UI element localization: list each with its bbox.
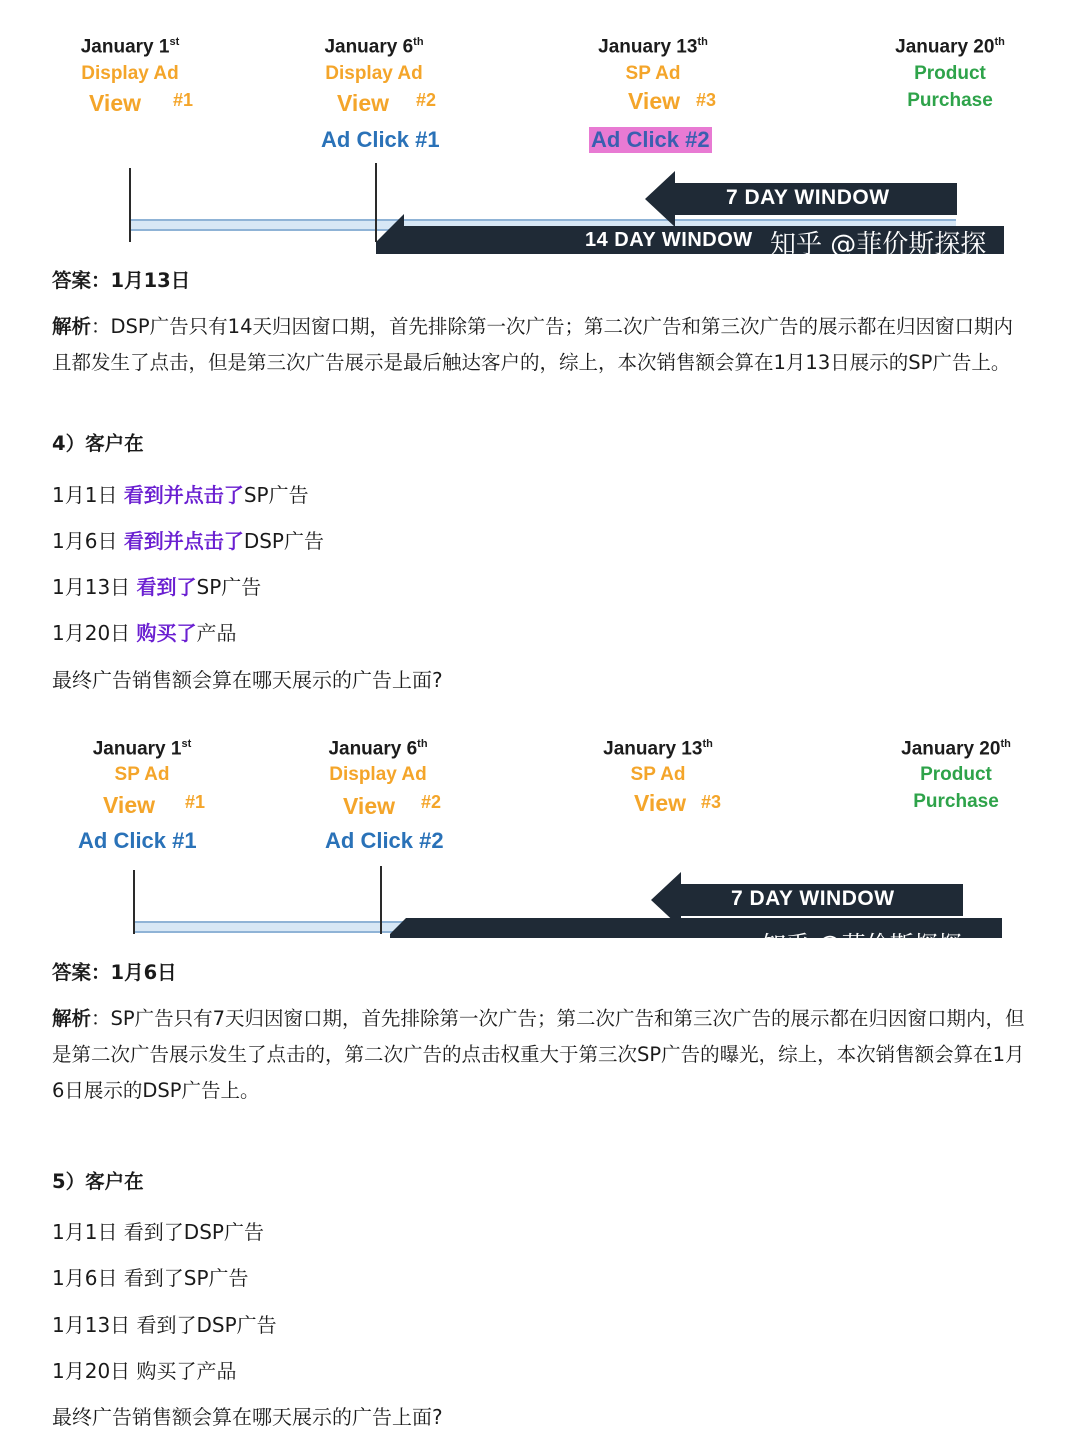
- timeline2-tick-1: [133, 870, 135, 934]
- timeline2-num-3: #3: [701, 792, 722, 812]
- timeline2-type-2: Display Ad: [329, 764, 427, 785]
- timeline1-7day-label: 7 DAY WINDOW: [726, 186, 890, 209]
- timeline1-purchase-line1: Product: [914, 63, 986, 84]
- timeline1-date-1: January 1st: [80, 36, 180, 58]
- timeline1-ad-click-2: Ad Click #2: [591, 127, 710, 152]
- q5-item-3: 1月13日 看到了DSP广告: [52, 1313, 277, 1337]
- timeline2-num-2: #2: [421, 792, 442, 812]
- q4-heading: 4）客户在: [52, 432, 144, 455]
- timeline2-date-1: January 1st: [92, 738, 192, 760]
- timeline1-14day-label: 14 DAY WINDOW: [585, 229, 753, 251]
- q5-question: 最终广告销售额会算在哪天展示的广告上面?: [52, 1405, 443, 1429]
- timeline1-view-1: View: [89, 90, 141, 116]
- timeline1-date-4: January 20th: [895, 36, 1005, 58]
- timeline2-purchase-line2: Purchase: [913, 791, 999, 812]
- timeline2-type-3: SP Ad: [630, 764, 686, 785]
- timeline2-date-3: January 13th: [603, 738, 713, 760]
- timeline1-ad-click-1: Ad Click #1: [321, 127, 440, 152]
- timeline2-ad-click-2: Ad Click #2: [325, 828, 444, 853]
- timeline1-num-1: #1: [173, 90, 194, 110]
- timeline2-tick-2: [380, 866, 382, 934]
- timeline2-watermark: 知乎 @菲价斯探探: [762, 931, 962, 959]
- timeline2-7day-label: 7 DAY WINDOW: [731, 887, 895, 910]
- timeline1-purchase-line2: Purchase: [907, 90, 993, 111]
- q4-item-4: 1月20日 购买了产品: [52, 621, 237, 645]
- timeline1-num-3: #3: [696, 90, 717, 110]
- q3-analysis: 解析：DSP广告只有14天归因窗口期，首先排除第一次广告；第二次广告和第三次广告的展示都在归因窗口期内且都发生了点击，但是第三次广告展示是最后触达客户的，综上，本次销售额会算在1月13日展示的SP广告上。: [52, 315, 1013, 374]
- timeline-figure-2: [0, 700, 1080, 959]
- timeline1-view-3: View: [628, 88, 680, 114]
- timeline-figure-1: [0, 0, 1080, 260]
- timeline1-date-3: January 13th: [598, 36, 708, 58]
- q4-analysis: 解析：SP广告只有7天归因窗口期，首先排除第一次广告；第二次广告和第三次广告的展示都在归因窗口期内，但是第二次广告展示发生了点击的，第二次广告的点击权重大于第三次SP广告的曝光，综上，本次销售额会算在1月6日展示的DSP广告上。: [52, 1007, 1025, 1102]
- q4-answer: 答案：1月6日: [52, 961, 177, 984]
- q5-heading: 5）客户在: [52, 1170, 144, 1193]
- timeline1-type-1: Display Ad: [81, 63, 179, 84]
- timeline1-watermark: 知乎 @菲价斯探探: [770, 230, 987, 260]
- q4-item-2: 1月6日 看到并点击了DSP广告: [52, 529, 324, 553]
- timeline2-view-2: View: [343, 793, 395, 819]
- q5-item-2: 1月6日 看到了SP广告: [52, 1266, 249, 1290]
- timeline2-type-1: SP Ad: [114, 764, 170, 785]
- timeline1-date-2: January 6th: [324, 36, 424, 58]
- q4-item-1: 1月1日 看到并点击了SP广告: [52, 483, 309, 507]
- q5-item-4: 1月20日 购买了产品: [52, 1359, 237, 1383]
- timeline2-view-3: View: [634, 790, 686, 816]
- timeline1-type-3: SP Ad: [625, 63, 681, 84]
- timeline1-num-2: #2: [416, 90, 437, 110]
- q4-question: 最终广告销售额会算在哪天展示的广告上面?: [52, 668, 443, 692]
- timeline2-ad-click-1: Ad Click #1: [78, 828, 197, 853]
- timeline1-tick-1: [129, 168, 131, 242]
- q5-item-1: 1月1日 看到了DSP广告: [52, 1220, 264, 1244]
- timeline2-num-1: #1: [185, 792, 206, 812]
- timeline1-view-2: View: [337, 90, 389, 116]
- timeline2-view-1: View: [103, 792, 155, 818]
- timeline2-date-4: January 20th: [901, 738, 1011, 760]
- timeline2-purchase-line1: Product: [920, 764, 992, 785]
- q3-answer: 答案：1月13日: [52, 269, 191, 292]
- timeline1-type-2: Display Ad: [325, 63, 423, 84]
- timeline2-date-2: January 6th: [328, 738, 428, 760]
- q4-item-3: 1月13日 看到了SP广告: [52, 575, 262, 599]
